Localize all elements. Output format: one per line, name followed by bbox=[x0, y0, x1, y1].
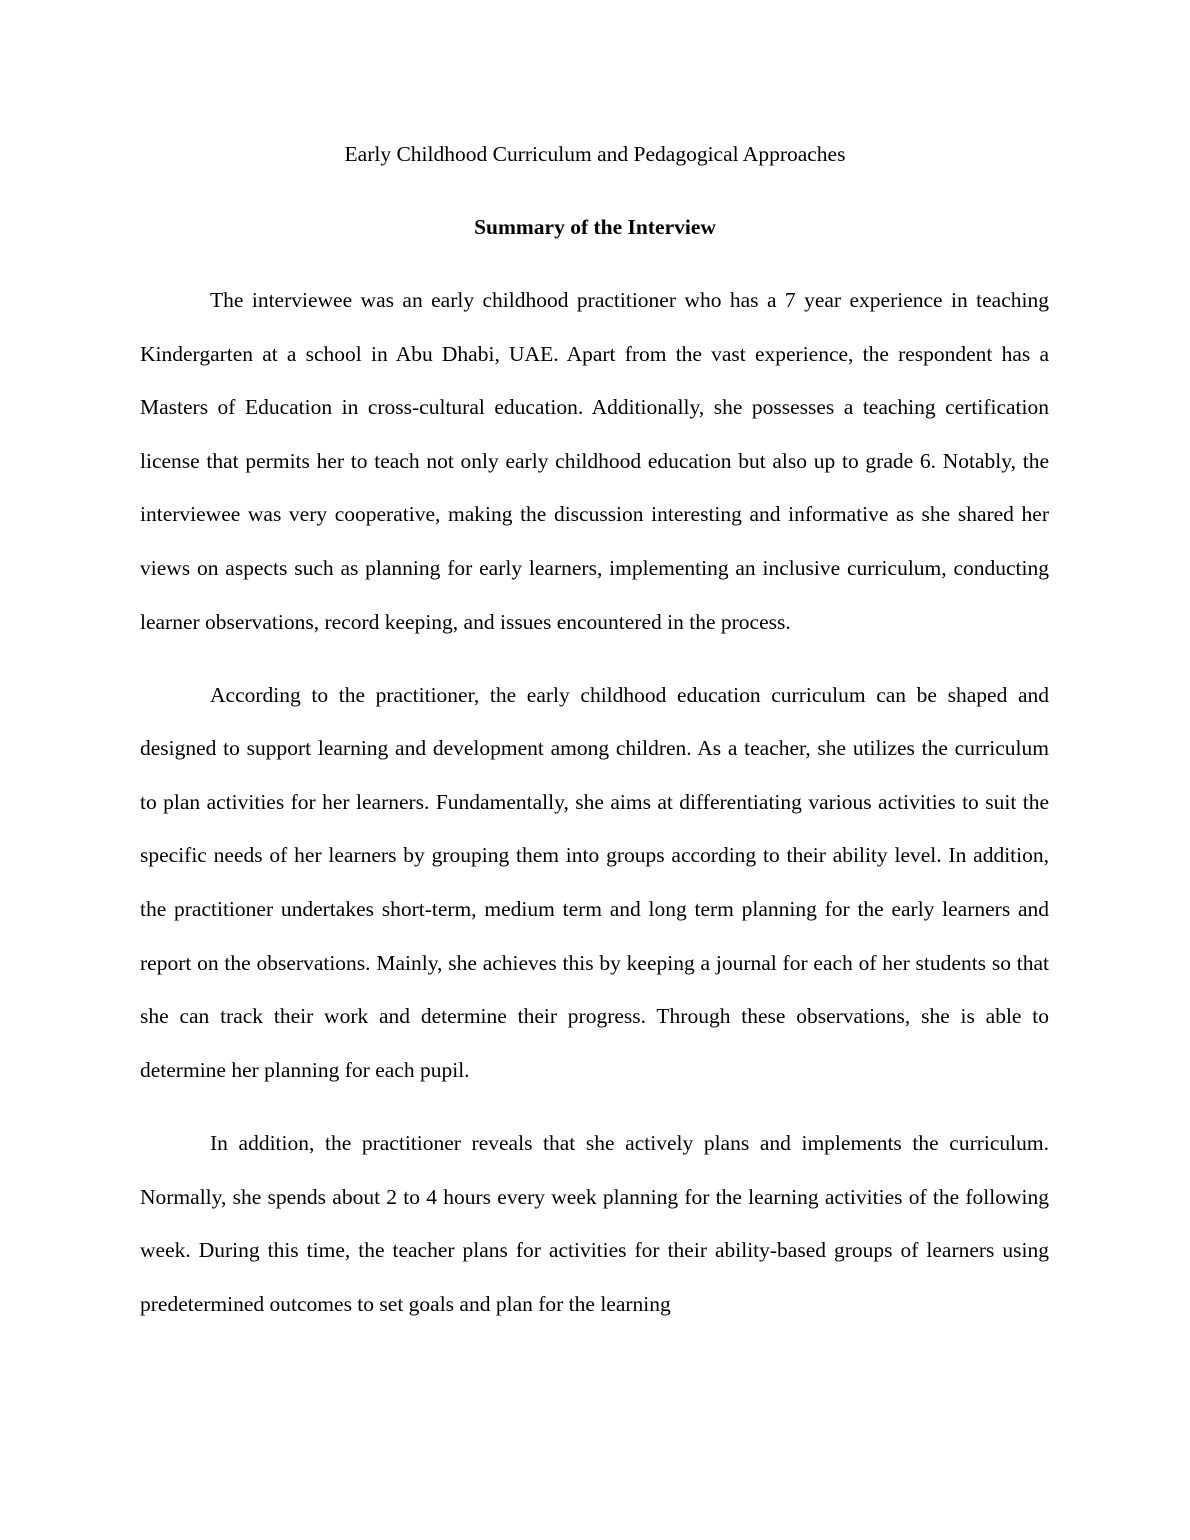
paragraph: The interviewee was an early childhood practitioner who has a 7 year experience in teaching Kindergarten at a school in Abu Dhabi, UAE. Apart from the vast experience, the respondent has a Masters of Education in cross-cultural education. Additionally, she possesses a teaching certification license that permits her to teach not only early childhood education but also up to grade 6. Notably, the interviewee was very cooperative, making the discussion interesting and informative as she shared her views on aspects such as planning for early learners, implementing an inclusive curriculum, conducting learner observations, record keeping, and issues encountered in the process. bbox=[140, 288, 1049, 634]
document-body bbox=[140, 274, 1049, 1351]
document-title: Early Childhood Curriculum and Pedagogical Approaches bbox=[344, 142, 846, 166]
paragraph: In addition, the practitioner reveals that she actively plans and implements the curriculum. Normally, she spends about 2 to 4 hours every week planning for the learning activities of the following week. During this time, the teacher plans for activities for their ability-based groups of learners using predetermined outcomes to set goals and plan for the learning bbox=[140, 1130, 1049, 1316]
section-heading: Summary of the Interview bbox=[474, 215, 716, 239]
paragraph: According to the practitioner, the early childhood education curriculum can be shaped and designed to support learning and development among children. As a teacher, she utilizes the curriculum to plan activities for her learners. Fundamentally, she aims at differentiating various activities to suit the specific needs of her learners by grouping them into groups according to their ability level. In addition, the practitioner undertakes short-term, medium term and long term planning for the early learners and report on the observations. Mainly, she achieves this by keeping a journal for each of her students so that she can track their work and determine their progress. Through these observations, she is able to determine her planning for each pupil. bbox=[140, 682, 1049, 1082]
